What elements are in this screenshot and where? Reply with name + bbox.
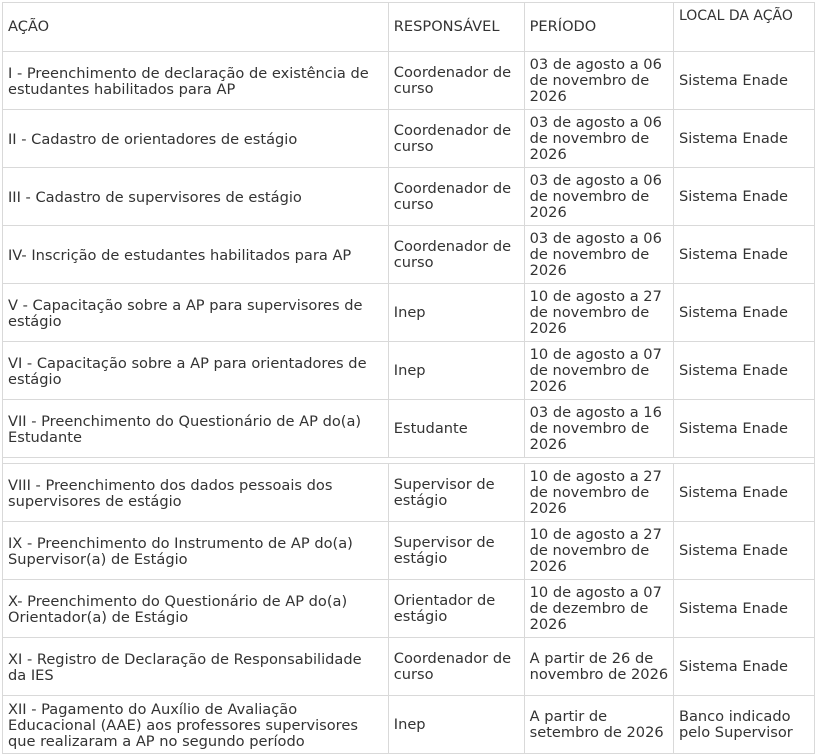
cell-local: Sistema Enade	[673, 580, 814, 638]
cell-periodo: 03 de agosto a 16 de novembro de 2026	[524, 400, 673, 458]
cell-responsavel: Inep	[388, 284, 524, 342]
header-periodo: PERÍODO	[524, 3, 673, 52]
cell-acao: VII - Preenchimento do Questionário de AP do(a) Estudante	[3, 400, 389, 458]
cell-periodo: 10 de agosto a 27 de novembro de 2026	[524, 522, 673, 580]
cell-responsavel: Coordenador de curso	[388, 226, 524, 284]
table-row	[3, 580, 815, 638]
table-row	[3, 522, 815, 580]
cell-responsavel: Coordenador de curso	[388, 638, 524, 696]
cell-acao: VI - Capacitação sobre a AP para orientadores de estágio	[3, 342, 389, 400]
cell-periodo: 03 de agosto a 06 de novembro de 2026	[524, 52, 673, 110]
cell-local: Sistema Enade	[673, 638, 814, 696]
cell-periodo: 10 de agosto a 27 de novembro de 2026	[524, 464, 673, 522]
cell-periodo: 03 de agosto a 06 de novembro de 2026	[524, 168, 673, 226]
header-responsavel: RESPONSÁVEL	[388, 3, 524, 52]
cell-periodo: 10 de agosto a 27 de novembro de 2026	[524, 284, 673, 342]
cell-responsavel: Inep	[388, 696, 524, 754]
cell-local: Sistema Enade	[673, 226, 814, 284]
cell-acao: IV- Inscrição de estudantes habilitados para AP	[3, 226, 389, 284]
header-local: LOCAL DA AÇÃO	[673, 3, 814, 52]
table-row	[3, 464, 815, 522]
cell-responsavel: Supervisor de estágio	[388, 464, 524, 522]
cell-acao: III - Cadastro de supervisores de estágio	[3, 168, 389, 226]
cell-responsavel: Estudante	[388, 400, 524, 458]
cell-local: Banco indicado pelo Supervisor	[673, 696, 814, 754]
cell-local: Sistema Enade	[673, 52, 814, 110]
cell-acao: XII - Pagamento do Auxílio de Avaliação Educacional (AAE) aos professores supervisores que realizaram a AP no segundo período	[3, 696, 389, 754]
cell-periodo: 10 de agosto a 07 de dezembro de 2026	[524, 580, 673, 638]
table-row	[3, 638, 815, 696]
cell-acao: VIII - Preenchimento dos dados pessoais dos supervisores de estágio	[3, 464, 389, 522]
cell-local: Sistema Enade	[673, 464, 814, 522]
table-row	[3, 400, 815, 458]
cell-periodo: 10 de agosto a 07 de novembro de 2026	[524, 342, 673, 400]
cell-responsavel: Coordenador de curso	[388, 168, 524, 226]
cell-periodo: A partir de 26 de novembro de 2026	[524, 638, 673, 696]
cell-local: Sistema Enade	[673, 168, 814, 226]
table-row	[3, 52, 815, 110]
cell-acao: X- Preenchimento do Questionário de AP do(a) Orientador(a) de Estágio	[3, 580, 389, 638]
table-row	[3, 110, 815, 168]
cell-responsavel: Inep	[388, 342, 524, 400]
table-row	[3, 696, 815, 754]
cell-local: Sistema Enade	[673, 110, 814, 168]
table-row	[3, 284, 815, 342]
cell-local: Sistema Enade	[673, 284, 814, 342]
cell-acao: XI - Registro de Declaração de Responsabilidade da IES	[3, 638, 389, 696]
cell-acao: II - Cadastro de orientadores de estágio	[3, 110, 389, 168]
table-row	[3, 342, 815, 400]
cell-acao: V - Capacitação sobre a AP para supervisores de estágio	[3, 284, 389, 342]
cell-periodo: 03 de agosto a 06 de novembro de 2026	[524, 226, 673, 284]
table-row	[3, 226, 815, 284]
schedule-table	[2, 2, 815, 754]
cell-acao: I - Preenchimento de declaração de existência de estudantes habilitados para AP	[3, 52, 389, 110]
cell-local: Sistema Enade	[673, 342, 814, 400]
cell-responsavel: Orientador de estágio	[388, 580, 524, 638]
cell-responsavel: Coordenador de curso	[388, 52, 524, 110]
header-acao: AÇÃO	[3, 3, 389, 52]
cell-responsavel: Supervisor de estágio	[388, 522, 524, 580]
cell-acao: IX - Preenchimento do Instrumento de AP do(a) Supervisor(a) de Estágio	[3, 522, 389, 580]
cell-periodo: 03 de agosto a 06 de novembro de 2026	[524, 110, 673, 168]
table-body	[3, 3, 815, 754]
table-header-row	[3, 3, 815, 52]
table-row	[3, 168, 815, 226]
cell-local: Sistema Enade	[673, 522, 814, 580]
cell-responsavel: Coordenador de curso	[388, 110, 524, 168]
cell-local: Sistema Enade	[673, 400, 814, 458]
cell-periodo: A partir de setembro de 2026	[524, 696, 673, 754]
